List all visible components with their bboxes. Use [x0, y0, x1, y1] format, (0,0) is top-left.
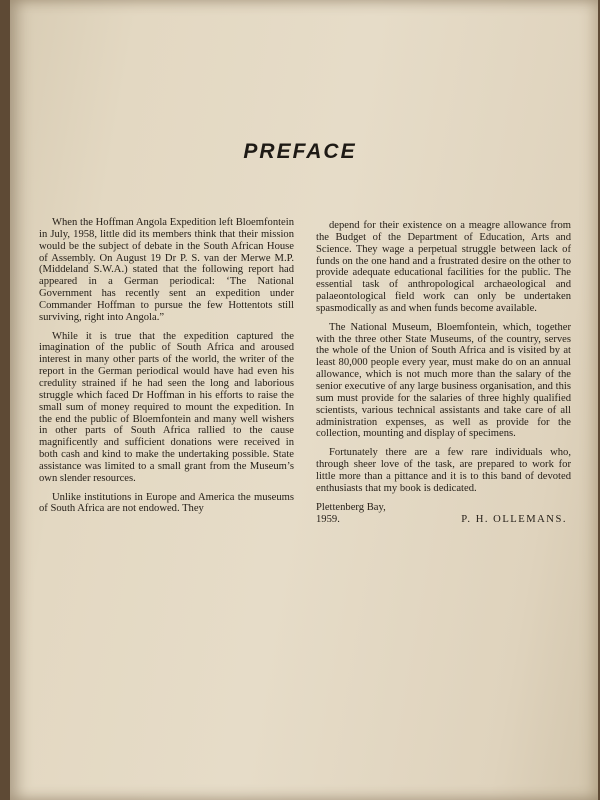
closing-block: [316, 502, 571, 526]
left-column: [39, 217, 294, 522]
closing-year: 1959.: [316, 513, 340, 525]
paragraph: While it is true that the expedition captured the imagination of the public of South Africa and aroused interest in many other parts of the world, the writer of the report in the German periodical would have had even his credulity strained if he had seen the long and laborious struggle which faced Dr Hoffman in his efforts to raise the small sum of money required to mount the expedition. In the end the public of Bloemfontein and many well wishers in other parts of South Africa rallied to the cause magnificently and sufficient donations were received in both cash and kind to make the undertaking possible. State assistance was limited to a small grant from the Museum’s own slender resources.: [39, 330, 294, 484]
page-title: PREFACE: [243, 140, 357, 163]
paragraph: Fortunately there are a few rare individuals who, through sheer love of the task, are prepared to work for little more than a pittance and it is to this band of devoted enthusiasts that my book is dedicated.: [316, 447, 571, 494]
paragraph: When the Hoffman Angola Expedition left Bloemfontein in July, 1958, little did its members think that their mission would be the subject of debate in the South African House of Assembly. On August 19 Dr P. S. van der Merwe M.P. (Middeland S.W.A.) stated that the following report had appeared in a German periodical: ‘The National Government has recently sent an expedition under Commander Hoffman to pursue the few Hottentots still surviving, right into Angola.”: [39, 217, 294, 323]
author-signature: P. H. OLLEMANS.: [461, 513, 567, 525]
right-column: [316, 220, 571, 526]
closing-row: [316, 514, 571, 526]
closing-place: Plettenberg Bay,: [316, 501, 386, 513]
paragraph: Unlike institutions in Europe and America the museums of South Africa are not endowed. They: [39, 491, 294, 515]
paragraph: The National Museum, Bloemfontein, which, together with the three other State Museums, of the country, serves the whole of the Union of South Africa and is visited by at least 80,000 people every year, must make do on an annual allowance, which is not much more than the salary of the senior executive of any large business organisation, and this sum must provide for the salaries of three highly qualified scientists, various technical assistants and take care of all administration expenses, as well as provide for the collection, mounting and display of specimens.: [316, 321, 571, 440]
paragraph: depend for their existence on a meagre allowance from the Budget of the Department of Education, Arts and Science. They wage a perpetual struggle between lack of funds on the one hand and a frustrated desire on the other to provide adequate educational facilities for the public. The essential task of anthropological archaeological and palaeontological field work can only be undertaken spasmodically as and when funds become available.: [316, 220, 571, 314]
